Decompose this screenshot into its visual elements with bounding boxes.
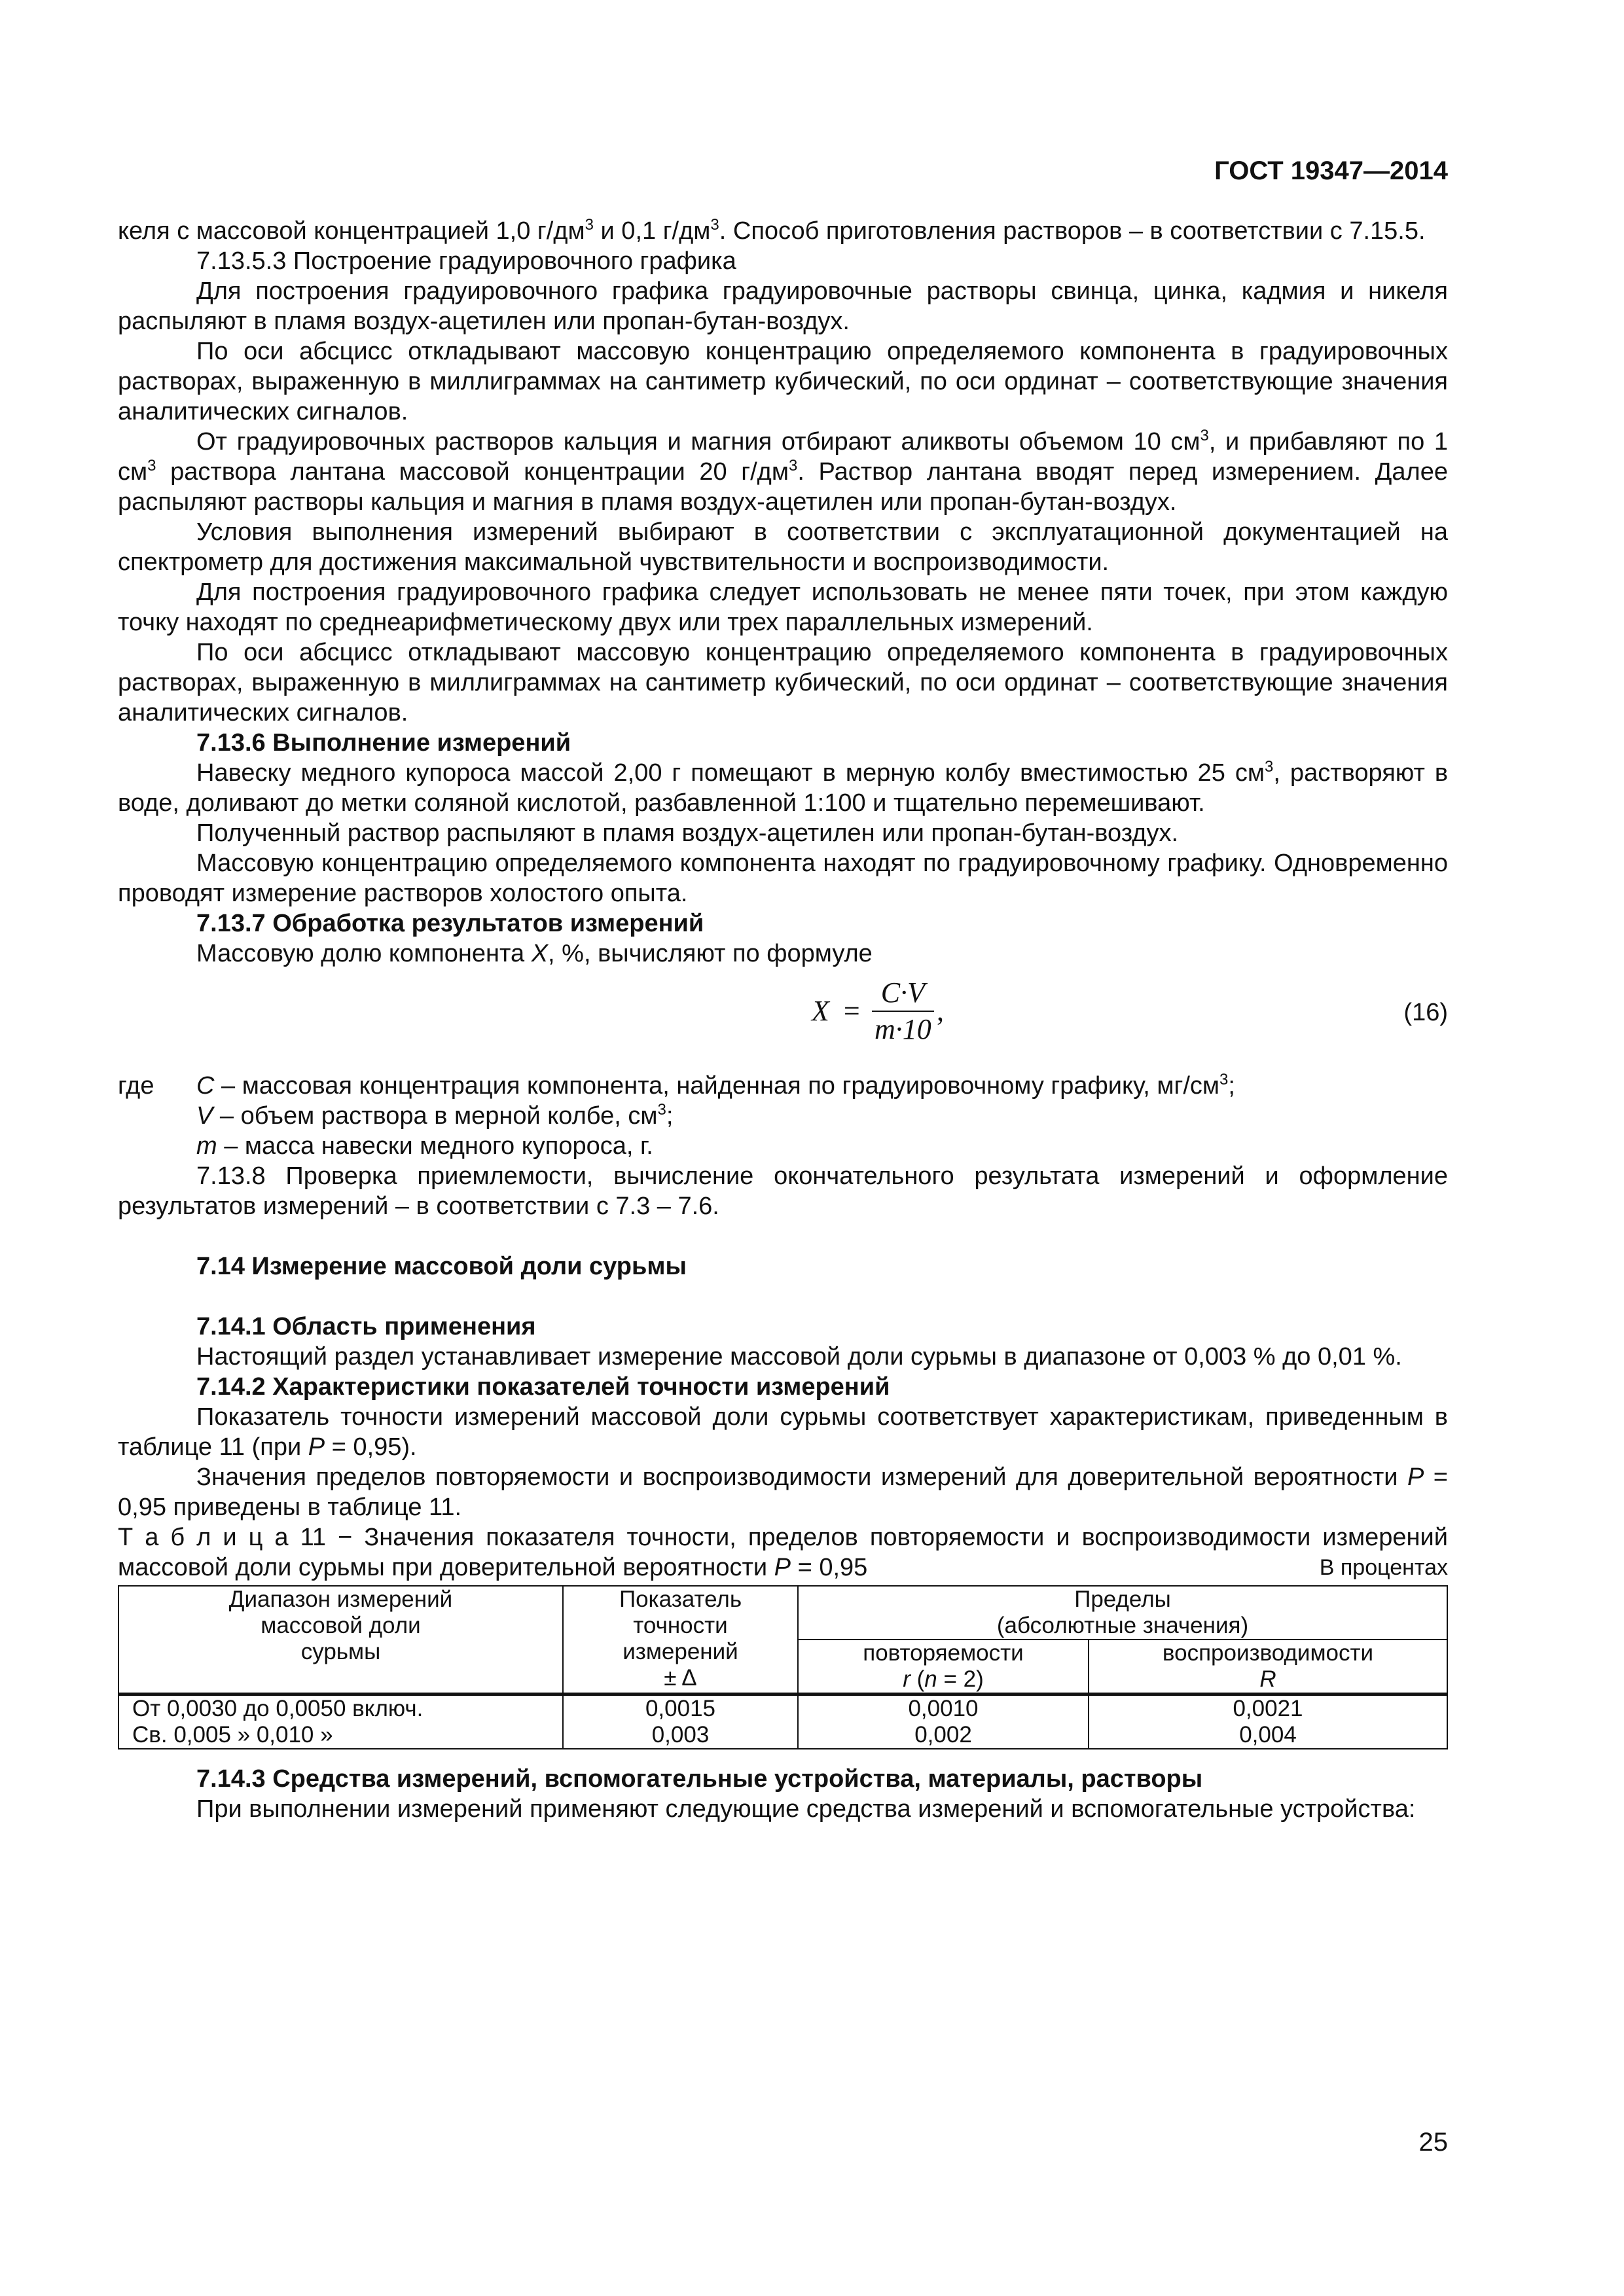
superscript: 3 — [585, 216, 594, 234]
text-run: – объем раствора в мерной колбе, см — [213, 1102, 658, 1130]
header-text: повторяемости — [863, 1640, 1024, 1666]
text-run: = 0,95 приведены в таблице 11. — [118, 1463, 1448, 1521]
header-text: (абсолютные значения) — [996, 1613, 1249, 1638]
text-run: ( — [910, 1666, 925, 1692]
paragraph — [118, 939, 1448, 969]
header-text: Показатель — [619, 1587, 742, 1612]
variable: P — [1407, 1463, 1424, 1491]
paragraph: Массовую концентрацию определяемого компонента находят по градуировочному графику. Одновременно проводят измерение растворов холостого опыта. — [118, 850, 1448, 907]
formula-numerator: C·V — [872, 978, 934, 1012]
paragraph — [118, 216, 1448, 246]
paragraph: По оси абсцисс откладывают массовую концентрацию определяемого компонента в градуировочных растворах, выраженную в миллиграммах на сантиметр кубический, по оси ординат – соответствующие значения аналитических сигналов. — [118, 338, 1448, 425]
superscript: 3 — [147, 457, 156, 475]
section-heading: 7.14.3 Средства измерений, вспомогательные устройства, материалы, растворы — [196, 1765, 1203, 1793]
cell-accuracy: 0,003 — [563, 1722, 798, 1749]
text-run: , растворяют в воде, доливают до метки соляной кислотой, разбавленной 1:100 и тщательно перемешивают. — [118, 759, 1449, 817]
header-text: измерений — [623, 1639, 738, 1664]
text-run: . Способ приготовления растворов – в соответствии с 7.15.5. — [719, 217, 1426, 245]
equation-number: (16) — [1403, 999, 1448, 1026]
paragraph: При выполнении измерений применяют следующие средства измерений и вспомогательные устройства: — [196, 1795, 1416, 1823]
cell-range: Св. 0,005 » 0,010 » — [118, 1722, 563, 1749]
cell-reproducibility: 0,004 — [1089, 1722, 1447, 1749]
header-text: Пределы — [1074, 1587, 1171, 1612]
text-run: и 0,1 г/дм — [593, 217, 711, 245]
cell-accuracy: 0,0015 — [563, 1695, 798, 1723]
header-text: Диапазон измерений — [228, 1587, 453, 1612]
table-row — [118, 1722, 1447, 1749]
header-limits — [798, 1586, 1447, 1640]
paragraph: Полученный раствор распыляют в пламя воздух-ацетилен или пропан-бутан-воздух. — [196, 819, 1179, 847]
variable: r — [903, 1666, 911, 1692]
variable: X — [531, 940, 549, 967]
variable: m — [196, 1132, 217, 1160]
paragraph: По оси абсцисс откладывают массовую концентрацию определяемого компонента в градуировочных растворах, выраженную в миллиграммах на сантиметр кубический, по оси ординат – соответствующие значения аналитических сигналов. — [118, 639, 1448, 726]
where-label: где — [118, 1072, 154, 1100]
table-11 — [118, 1585, 1448, 1749]
document-code-header: ГОСТ 19347—2014 — [1214, 156, 1448, 185]
text-run: , и прибавляют по 1 см — [118, 428, 1448, 486]
table-units: В процентах — [1319, 1555, 1448, 1580]
subsection-heading: 7.13.5.3 Построение градуировочного графика — [196, 247, 736, 275]
superscript: 3 — [1200, 427, 1209, 444]
paragraph: Для построения градуировочного графика градуировочные растворы свинца, цинка, кадмия и никеля распыляют в пламя воздух-ацетилен или пропан-бутан-воздух. — [118, 278, 1448, 335]
text-run: Значения пределов повторяемости и воспроизводимости измерений для доверительной вероятности — [196, 1463, 1407, 1491]
superscript: 3 — [1265, 758, 1274, 776]
section-heading: 7.14.2 Характеристики показателей точности измерений — [196, 1373, 890, 1401]
text-run: , %, вычисляют по формуле — [548, 940, 873, 967]
header-text: ± Δ — [664, 1665, 697, 1691]
header-text: точности — [633, 1613, 728, 1638]
formula-block — [118, 969, 1448, 1071]
text-run: = 2) — [937, 1666, 984, 1692]
variable: V — [196, 1102, 213, 1130]
spacer — [118, 1221, 1448, 1251]
text-run: – массовая концентрация компонента, найденная по градуировочному графику, мг/см — [214, 1072, 1220, 1100]
cell-repeatability: 0,002 — [798, 1722, 1089, 1749]
variable: R — [1259, 1666, 1276, 1692]
table-caption-label: Т а б л и ц а 11 — [118, 1524, 327, 1551]
page-number: 25 — [1418, 2128, 1448, 2157]
section-heading: 7.14 Измерение массовой доли сурьмы — [196, 1253, 687, 1280]
text-run: От градуировочных растворов кальция и магния отбирают аликвоты объемом 10 см — [196, 428, 1200, 456]
paragraph: Для построения градуировочного графика следует использовать не менее пяти точек, при этом каждую точку находят по среднеарифметическому двух или трех параллельных измерений. — [118, 579, 1448, 636]
superscript: 3 — [657, 1101, 666, 1119]
text-run: Массовую долю компонента — [196, 940, 532, 967]
superscript: 3 — [1219, 1071, 1229, 1088]
paragraph: Настоящий раздел устанавливает измерение массовой доли сурьмы в диапазоне от 0,003 % до 0,01 %. — [196, 1343, 1402, 1371]
spacer — [118, 1749, 1448, 1764]
text-run: раствора лантана массовой концентрации 20 г/дм — [156, 458, 789, 486]
paragraph — [118, 758, 1448, 818]
text-run: = 0,95 — [791, 1554, 868, 1581]
text-run: . Раствор лантана вводят перед измерением. Далее распыляют растворы кальция и магния в пламя воздух-ацетилен или пропан-бутан-воздух. — [118, 458, 1448, 516]
superscript: 3 — [710, 216, 719, 234]
table-row — [118, 1695, 1447, 1723]
formula-lhs: X — [812, 995, 829, 1027]
header-text — [803, 1666, 1084, 1693]
text-run: = 0,95). — [325, 1433, 417, 1461]
cell-reproducibility: 0,0021 — [1089, 1695, 1447, 1723]
text-run: Показатель точности измерений массовой доли сурьмы соответствует характеристикам, приведенным в таблице 11 (при — [118, 1403, 1448, 1461]
where-line — [118, 1071, 1448, 1101]
variable: C — [196, 1072, 215, 1100]
text-run: Навеску медного купороса массой 2,00 г помещают в мерную колбу вместимостью 25 см — [196, 759, 1265, 787]
text-run: − Значения показателя точности, пределов повторяемости и воспроизводимости измерений массовой доли сурьмы при доверительной вероятности — [118, 1524, 1448, 1581]
cell-repeatability: 0,0010 — [798, 1695, 1089, 1723]
section-heading: 7.13.6 Выполнение измерений — [196, 729, 571, 757]
where-definition: C – массовая концентрация компонента, найденная по градуировочному графику, $мг/см^3$; — [196, 1071, 1235, 1100]
spacer — [118, 1282, 1448, 1312]
formula-fraction — [872, 978, 934, 1045]
where-line — [118, 1131, 1448, 1161]
section-heading: 7.13.7 Обработка результатов измерений — [196, 910, 704, 937]
superscript: 3 — [788, 457, 798, 475]
formula-comma: , — [936, 995, 944, 1027]
text-run: келя с массовой концентрацией 1,0 г/дм — [118, 217, 585, 245]
header-reproducibility — [1089, 1640, 1447, 1695]
formula-equals: = — [843, 995, 860, 1027]
header-text: сурьмы — [300, 1639, 381, 1664]
text-run: – масса навески медного купороса, г. — [217, 1132, 653, 1160]
header-text — [1093, 1666, 1443, 1693]
variable: n — [924, 1666, 937, 1692]
header-text: воспроизводимости — [1162, 1640, 1374, 1666]
header-range — [118, 1586, 563, 1695]
header-text: массовой доли — [261, 1613, 421, 1638]
paragraph: Условия выполнения измерений выбирают в соответствии с эксплуатационной документацией на спектрометр для достижения максимальной чувствительности и воспроизводимости. — [118, 518, 1448, 576]
where-line: V – объем раствора в мерной колбе, $см^3$; — [196, 1101, 674, 1130]
header-repeatability — [798, 1640, 1089, 1695]
section-heading: 7.14.1 Область применения — [196, 1313, 536, 1340]
document-body — [118, 216, 1448, 1824]
variable: P — [308, 1433, 325, 1461]
paragraph — [118, 1462, 1448, 1522]
table-header-row — [118, 1586, 1447, 1640]
header-accuracy — [563, 1586, 798, 1695]
paragraph — [118, 1402, 1448, 1462]
cell-range: От 0,0030 до 0,0050 включ. — [118, 1695, 563, 1723]
paragraph — [118, 427, 1448, 517]
paragraph: 7.13.8 Проверка приемлемости, вычисление окончательного результата измерений и оформление результатов измерений – в соответствии с 7.3 – 7.6. — [118, 1162, 1448, 1220]
table-caption — [118, 1522, 1448, 1583]
variable: P — [774, 1554, 791, 1581]
formula — [812, 978, 944, 1045]
formula-denominator: m·10 — [874, 1013, 931, 1045]
